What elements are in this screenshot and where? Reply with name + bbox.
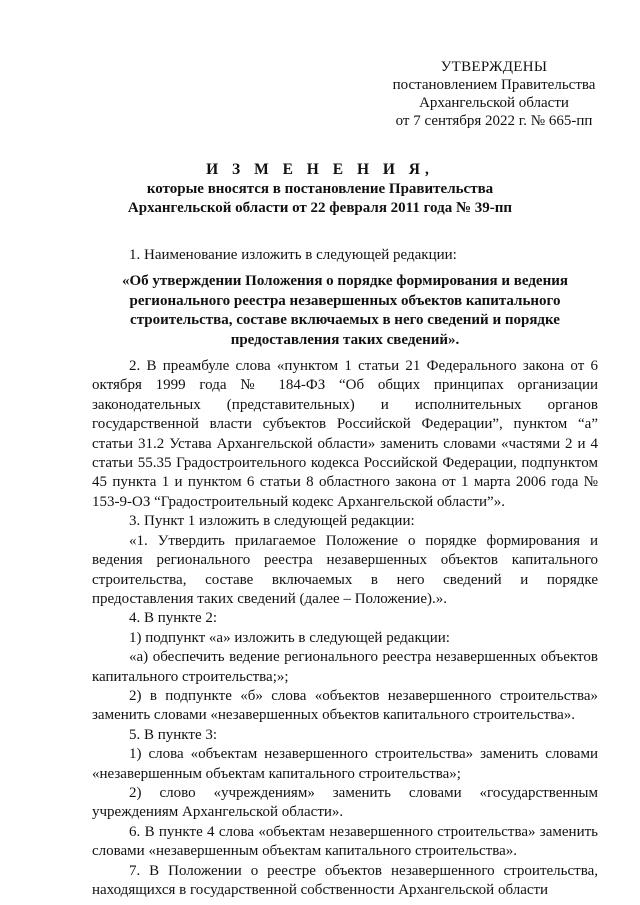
paragraph-item-4-1-text: «а) обеспечить ведение регионального реестра незавершенных объектов капитального строительства;»; xyxy=(92,649,598,685)
paragraph-item-7: 7. В Положении о реестре объектов незавершенного строительства, находящихся в государственной собственности Архангельской области xyxy=(92,862,598,898)
document-title: И З М Е Н Е Н И Я, xyxy=(206,161,434,178)
approval-line: постановлением Правительства xyxy=(392,77,596,93)
approval-line: от 7 сентября 2022 г. № 665-пп xyxy=(395,113,593,129)
paragraph-item-4-2: 2) в подпункте «б» слова «объектов незавершенного строительства» заменить словами «незавершенных объектов капитального строительства». xyxy=(92,687,598,724)
paragraph-item-2: 2. В преамбуле слова «пунктом 1 статьи 21 Федерального закона от 6 октября 1999 года № 184-ФЗ “Об общих принципах организации законодательных (представительных) и исполнительных органов государственной власти субъектов Российской Федерации”, пунктом “а” статьи 31.2 Устава Архангельской области» заменить словами «частями 2 и 4 статьи 55.35 Градостроительного кодекса Российской Федерации, подпунктом 45 пункта 1 и пунктом 6 статьи 8 областного закона от 1 марта 2006 года № 153-9-ОЗ “Градостроительный кодекс Архангельской области”». xyxy=(92,358,598,510)
paragraph-item-5-2: 2) слово «учреждениям» заменить словами «государственным учреждениям Архангельской области». xyxy=(92,784,598,821)
document-heading xyxy=(60,160,580,218)
paragraph-item-4-1: 1) подпункт «а» изложить в следующей редакции: xyxy=(129,629,450,646)
paragraph-item-5: 5. В пункте 3: xyxy=(129,726,218,743)
paragraph-item-5-1: 1) слова «объектам незавершенного строительства» заменить словами «незавершенным объектам капитального строительства»; xyxy=(92,746,598,782)
heading-line: которые вносятся в постановление Правительства xyxy=(146,181,494,197)
heading-line: Архангельской области от 22 февраля 2011 года № 39-пп xyxy=(127,200,513,216)
paragraph-item-1: 1. Наименование изложить в следующей редакции: xyxy=(129,247,457,263)
paragraph-item-4: 4. В пункте 2: xyxy=(129,610,218,627)
document-body xyxy=(92,246,598,900)
paragraph-new-title: «Об утверждении Положения о порядке формирования и ведения регионального реестра незавершенных объектов капитального строительства, составе включаемых в него сведений и порядке предоставления таких сведений». xyxy=(122,273,568,348)
paragraph-item-6: 6. В пункте 4 слова «объектам незавершенного строительства» заменить словами «незавершенным объектам капитального строительства». xyxy=(92,823,598,860)
approval-line: Архангельской области xyxy=(419,95,569,111)
paragraph-item-3-text: «1. Утвердить прилагаемое Положение о порядке формирования и ведения регионального реестра незавершенных объектов капитального строительства, составе включаемых в него сведений и порядке предоставления таких сведений (далее – Положение).». xyxy=(92,532,598,607)
approval-head: УТВЕРЖДЕНЫ xyxy=(440,59,548,75)
paragraph-item-3: 3. Пункт 1 изложить в следующей редакции: xyxy=(129,513,415,530)
approval-stamp xyxy=(378,58,610,130)
